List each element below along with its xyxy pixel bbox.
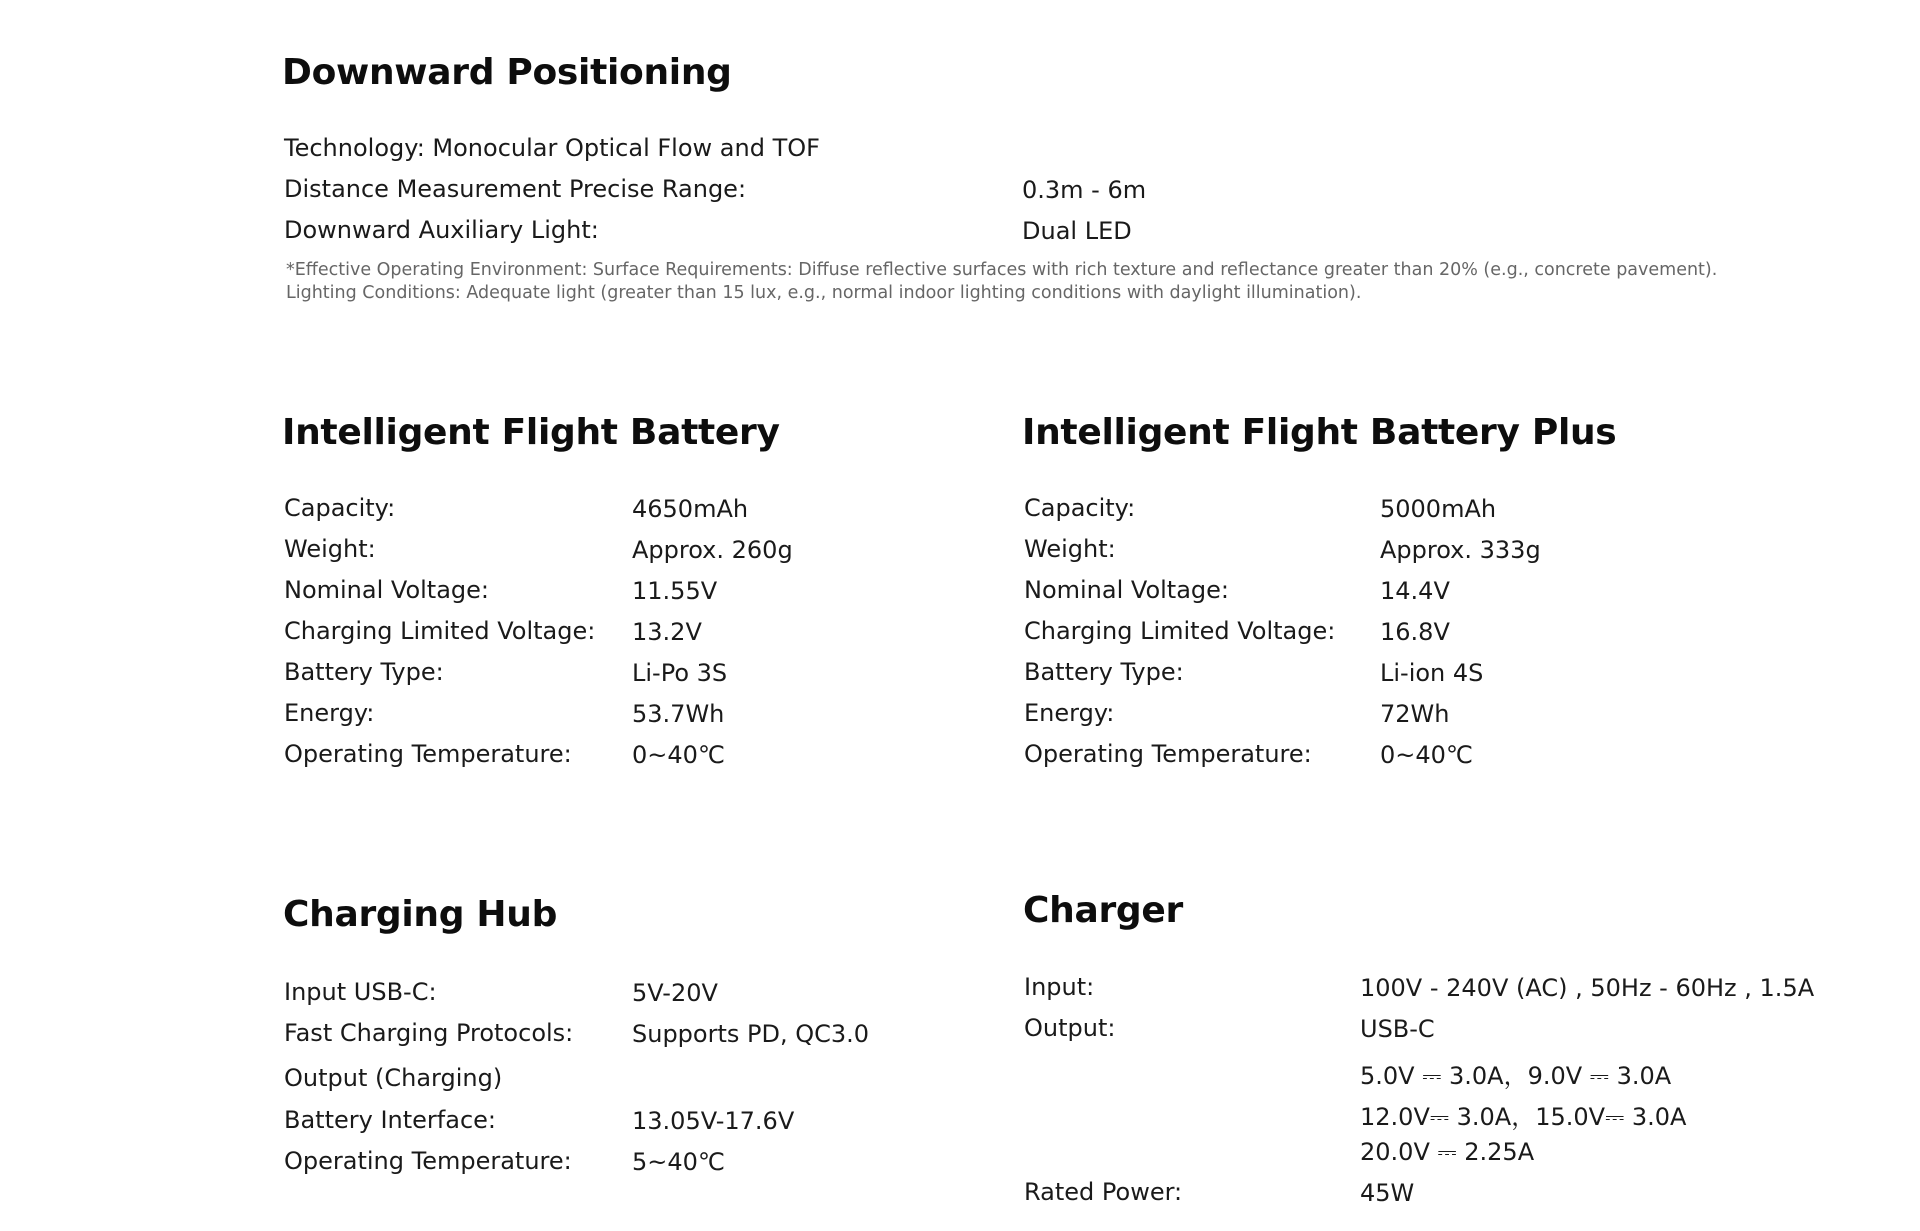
battery-label: Operating Temperature: bbox=[284, 740, 572, 768]
charger-output-line: USB-C bbox=[1360, 1015, 1435, 1043]
charger-output-line: 5.0V ⎓ 3.0A，9.0V ⎓ 3.0A bbox=[1360, 1062, 1672, 1090]
battery-plus-value: 0~40℃ bbox=[1380, 741, 1473, 769]
battery-plus-label: Weight: bbox=[1024, 535, 1116, 563]
battery-plus-title: Intelligent Flight Battery Plus bbox=[1022, 412, 1617, 453]
battery-value: 0~40℃ bbox=[632, 741, 725, 769]
charger-output-label: Output: bbox=[1024, 1014, 1116, 1042]
hub-value: 5~40℃ bbox=[632, 1148, 725, 1176]
environment-note-line2: Lighting Conditions: Adequate light (greater than 15 lux, e.g., normal indoor lighting conditions with daylight illumination). bbox=[286, 283, 1362, 303]
hub-label: Input USB-C: bbox=[284, 978, 437, 1006]
battery-value: 13.2V bbox=[632, 618, 702, 646]
battery-value: 4650mAh bbox=[632, 495, 749, 523]
battery-value: Approx. 260g bbox=[632, 536, 793, 564]
battery-plus-label: Operating Temperature: bbox=[1024, 740, 1312, 768]
battery-plus-value: Li-ion 4S bbox=[1380, 659, 1484, 687]
battery-title: Intelligent Flight Battery bbox=[282, 412, 780, 453]
battery-plus-value: 5000mAh bbox=[1380, 495, 1497, 523]
hub-output-heading: Output (Charging) bbox=[284, 1064, 503, 1092]
hub-label: Operating Temperature: bbox=[284, 1147, 572, 1175]
battery-plus-label: Battery Type: bbox=[1024, 658, 1184, 686]
range-value: 0.3m - 6m bbox=[1022, 176, 1147, 204]
downward-positioning-title: Downward Positioning bbox=[282, 52, 732, 93]
hub-label: Battery Interface: bbox=[284, 1106, 496, 1134]
battery-value: 53.7Wh bbox=[632, 700, 725, 728]
charger-output-line: 20.0V ⎓ 2.25A bbox=[1360, 1138, 1535, 1166]
battery-plus-label: Nominal Voltage: bbox=[1024, 576, 1230, 604]
battery-label: Battery Type: bbox=[284, 658, 444, 686]
hub-label: Fast Charging Protocols: bbox=[284, 1019, 574, 1047]
aux-light-label: Downward Auxiliary Light: bbox=[284, 216, 599, 244]
battery-plus-value: 16.8V bbox=[1380, 618, 1450, 646]
battery-plus-value: 72Wh bbox=[1380, 700, 1450, 728]
battery-plus-label: Charging Limited Voltage: bbox=[1024, 617, 1336, 645]
hub-value: 13.05V-17.6V bbox=[632, 1107, 795, 1135]
charger-power-label: Rated Power: bbox=[1024, 1178, 1183, 1206]
battery-plus-value: 14.4V bbox=[1380, 577, 1450, 605]
battery-value: 11.55V bbox=[632, 577, 718, 605]
charger-input-label: Input: bbox=[1024, 973, 1095, 1001]
battery-label: Capacity: bbox=[284, 494, 396, 522]
environment-note-line1: *Effective Operating Environment: Surface Requirements: Diffuse reflective surfaces with rich texture and reflectance greater than 20% (e.g., concrete pavement). bbox=[286, 260, 1718, 280]
battery-plus-label: Capacity: bbox=[1024, 494, 1136, 522]
charger-title: Charger bbox=[1023, 890, 1183, 931]
battery-label: Charging Limited Voltage: bbox=[284, 617, 596, 645]
charger-power-value: 45W bbox=[1360, 1179, 1415, 1207]
battery-label: Weight: bbox=[284, 535, 376, 563]
technology-spec: Technology: Monocular Optical Flow and TOF bbox=[284, 134, 820, 162]
battery-label: Nominal Voltage: bbox=[284, 576, 490, 604]
hub-value: Supports PD, QC3.0 bbox=[632, 1020, 870, 1048]
battery-value: Li-Po 3S bbox=[632, 659, 728, 687]
charger-input-value: 100V - 240V (AC) , 50Hz - 60Hz , 1.5A bbox=[1360, 974, 1815, 1002]
battery-label: Energy: bbox=[284, 699, 375, 727]
battery-plus-value: Approx. 333g bbox=[1380, 536, 1541, 564]
aux-light-value: Dual LED bbox=[1022, 217, 1132, 245]
hub-value: 5V-20V bbox=[632, 979, 718, 1007]
charging-hub-title: Charging Hub bbox=[283, 894, 558, 935]
battery-plus-label: Energy: bbox=[1024, 699, 1115, 727]
range-label: Distance Measurement Precise Range: bbox=[284, 175, 747, 203]
charger-output-line: 12.0V⎓ 3.0A，15.0V⎓ 3.0A bbox=[1360, 1103, 1687, 1131]
